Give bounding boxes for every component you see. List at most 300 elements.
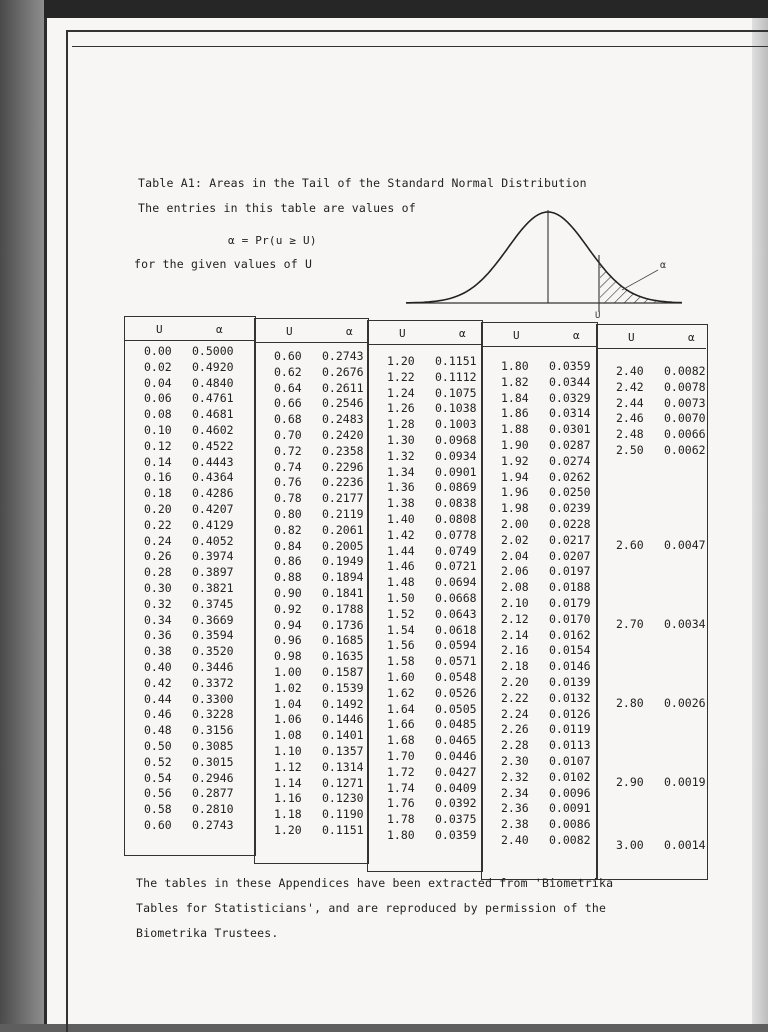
table-cell-alpha: 0.1038 xyxy=(435,401,477,416)
table-cell-alpha: 0.0239 xyxy=(549,501,591,516)
table-cell-alpha: 0.2296 xyxy=(322,459,364,474)
table-cell-alpha: 0.2743 xyxy=(322,349,364,363)
table-cell-alpha: 0.2611 xyxy=(322,380,364,395)
table-cell-alpha: 0.4681 xyxy=(192,407,234,422)
table-cell-u: 1.32 xyxy=(387,448,415,463)
table-cell-u: 0.18 xyxy=(144,486,172,501)
z-table xyxy=(124,316,706,872)
table-cell-u: 0.12 xyxy=(144,438,172,453)
table-cell-u: 1.70 xyxy=(387,749,415,763)
column-header-u: U xyxy=(156,323,163,336)
table-cell-alpha: 0.3372 xyxy=(192,675,234,690)
table-cell-alpha: 0.0096 xyxy=(549,785,591,800)
table-cell-alpha: 0.0968 xyxy=(435,433,477,447)
table-cell-u: 0.06 xyxy=(144,391,172,406)
table-cell-u: 0.74 xyxy=(274,459,302,474)
table-cell-alpha: 0.4920 xyxy=(192,359,234,374)
footnote-line-3: Biometrika Trustees. xyxy=(136,926,279,940)
table-cell-u: 1.98 xyxy=(501,501,529,516)
table-cell-u: 2.24 xyxy=(501,706,529,721)
bell-curve xyxy=(406,212,682,303)
table-cell-u: 0.68 xyxy=(274,412,302,427)
table-cell-u: 1.66 xyxy=(387,717,415,732)
table-cell-u: 0.78 xyxy=(274,491,302,506)
table-cell-u: 1.96 xyxy=(501,485,529,500)
table-cell-u: 0.22 xyxy=(144,517,172,532)
table-cell-alpha: 0.3594 xyxy=(192,628,234,643)
table-cell-alpha: 0.1401 xyxy=(322,728,364,743)
column-header-alpha: α xyxy=(216,323,223,336)
header-rule xyxy=(124,340,254,341)
table-cell-u: 2.18 xyxy=(501,659,529,674)
table-cell-alpha: 0.0694 xyxy=(435,575,477,590)
table-cell-u: 2.10 xyxy=(501,596,529,610)
table-cell-alpha: 0.0082 xyxy=(549,833,591,847)
table-cell-alpha: 0.0446 xyxy=(435,749,477,763)
table-cell-alpha: 0.0188 xyxy=(549,580,591,595)
u-label: U xyxy=(595,311,601,320)
table-cell-alpha: 0.0086 xyxy=(549,817,591,832)
table-cell-alpha: 0.0668 xyxy=(435,591,477,605)
table-cell-u: 0.64 xyxy=(274,380,302,395)
table-cell-u: 0.76 xyxy=(274,475,302,490)
table-cell-u: 0.82 xyxy=(274,522,302,537)
table-cell-u: 0.38 xyxy=(144,644,172,659)
table-cell-alpha: 0.1151 xyxy=(435,354,477,368)
table-cell-alpha: 0.2420 xyxy=(322,428,364,442)
table-cell-u: 1.34 xyxy=(387,464,415,479)
table-cell-u: 1.86 xyxy=(501,406,529,421)
table-cell-u: 1.56 xyxy=(387,638,415,653)
table-cell-u: 0.20 xyxy=(144,502,172,516)
table-cell-u: 1.06 xyxy=(274,712,302,727)
table-cell-u: 1.90 xyxy=(501,438,529,452)
table-cell-u: 1.80 xyxy=(387,828,415,842)
table-cell-alpha: 0.0250 xyxy=(549,485,591,500)
table-cell-u: 2.44 xyxy=(616,395,644,410)
table-cell-alpha: 0.0465 xyxy=(435,733,477,748)
table-cell-alpha: 0.0359 xyxy=(549,359,591,373)
table-cell-alpha: 0.0409 xyxy=(435,780,477,795)
table-cell-u: 0.60 xyxy=(144,818,172,832)
table-cell-u: 1.50 xyxy=(387,591,415,605)
table-cell-u: 1.26 xyxy=(387,401,415,416)
table-cell-alpha: 0.0034 xyxy=(664,616,706,631)
table-cell-u: 2.60 xyxy=(616,537,644,552)
table-cell-alpha: 0.3669 xyxy=(192,612,234,627)
table-cell-u: 1.64 xyxy=(387,701,415,716)
table-cell-alpha: 0.1446 xyxy=(322,712,364,727)
table-cell-alpha: 0.2946 xyxy=(192,770,234,785)
column-header-u: U xyxy=(628,331,635,344)
table-cell-u: 1.82 xyxy=(501,374,529,389)
table-cell-alpha: 0.2358 xyxy=(322,443,364,458)
table-cell-u: 0.70 xyxy=(274,428,302,442)
table-cell-u: 1.80 xyxy=(501,359,529,373)
table-cell-u: 1.02 xyxy=(274,680,302,695)
alpha-leader xyxy=(622,270,658,290)
table-cell-alpha: 0.1003 xyxy=(435,417,477,432)
table-cell-alpha: 0.0126 xyxy=(549,706,591,721)
table-cell-alpha: 0.0594 xyxy=(435,638,477,653)
table-cell-u: 0.14 xyxy=(144,454,172,469)
table-cell-alpha: 0.0132 xyxy=(549,690,591,705)
column-header-alpha: α xyxy=(459,327,466,340)
alpha-label: α xyxy=(660,260,667,271)
table-cell-u: 2.02 xyxy=(501,532,529,547)
table-cell-u: 0.94 xyxy=(274,617,302,632)
table-cell-u: 0.16 xyxy=(144,470,172,485)
table-cell-u: 1.54 xyxy=(387,622,415,637)
table-cell-u: 0.48 xyxy=(144,723,172,738)
page-top-rule xyxy=(72,46,768,47)
table-cell-alpha: 0.1788 xyxy=(322,601,364,616)
table-cell-u: 0.72 xyxy=(274,443,302,458)
table-cell-alpha: 0.3446 xyxy=(192,660,234,674)
table-cell-u: 1.36 xyxy=(387,480,415,495)
table-cell-alpha: 0.0113 xyxy=(549,738,591,753)
table-cell-alpha: 0.0375 xyxy=(435,812,477,827)
table-cell-alpha: 0.2810 xyxy=(192,802,234,817)
table-cell-alpha: 0.2546 xyxy=(322,396,364,411)
table-cell-u: 0.28 xyxy=(144,565,172,580)
table-cell-u: 1.84 xyxy=(501,390,529,405)
table-cell-u: 0.58 xyxy=(144,802,172,817)
table-cell-u: 2.32 xyxy=(501,769,529,784)
table-cell-alpha: 0.1539 xyxy=(322,680,364,695)
table-cell-u: 0.34 xyxy=(144,612,172,627)
table-cell-u: 2.06 xyxy=(501,564,529,579)
table-cell-alpha: 0.0026 xyxy=(664,695,706,710)
table-cell-u: 0.46 xyxy=(144,707,172,722)
table-cell-alpha: 0.4052 xyxy=(192,533,234,548)
table-cell-u: 1.18 xyxy=(274,807,302,822)
table-cell-u: 2.28 xyxy=(501,738,529,753)
table-cell-alpha: 0.0901 xyxy=(435,464,477,479)
table-cell-alpha: 0.3156 xyxy=(192,723,234,738)
table-cell-u: 0.86 xyxy=(274,554,302,569)
table-cell-alpha: 0.0301 xyxy=(549,422,591,437)
table-cell-u: 0.96 xyxy=(274,633,302,648)
table-cell-u: 0.44 xyxy=(144,691,172,706)
column-header-alpha: α xyxy=(346,325,353,338)
table-cell-u: 2.00 xyxy=(501,517,529,531)
table-cell-alpha: 0.3085 xyxy=(192,739,234,753)
table-cell-alpha: 0.0329 xyxy=(549,390,591,405)
table-cell-u: 1.52 xyxy=(387,606,415,621)
column-header-alpha: α xyxy=(573,329,580,342)
table-cell-alpha: 0.1357 xyxy=(322,744,364,758)
table-cell-u: 1.58 xyxy=(387,654,415,669)
table-cell-alpha: 0.0869 xyxy=(435,480,477,495)
table-cell-alpha: 0.0721 xyxy=(435,559,477,574)
table-cell-alpha: 0.0019 xyxy=(664,774,706,789)
table-cell-alpha: 0.0485 xyxy=(435,717,477,732)
table-cell-alpha: 0.1271 xyxy=(322,775,364,790)
table-cell-alpha: 0.0162 xyxy=(549,627,591,642)
table-cell-u: 0.54 xyxy=(144,770,172,785)
table-cell-alpha: 0.0228 xyxy=(549,517,591,531)
table-cell-alpha: 0.1635 xyxy=(322,649,364,664)
table-cell-alpha: 0.0344 xyxy=(549,374,591,389)
table-cell-u: 0.88 xyxy=(274,570,302,585)
table-cell-u: 0.92 xyxy=(274,601,302,616)
table-cell-u: 0.10 xyxy=(144,423,172,437)
table-cell-u: 1.24 xyxy=(387,385,415,400)
table-cell-alpha: 0.4129 xyxy=(192,517,234,532)
table-cell-alpha: 0.2877 xyxy=(192,786,234,801)
table-cell-u: 0.66 xyxy=(274,396,302,411)
table-cell-alpha: 0.3821 xyxy=(192,581,234,595)
table-cell-u: 2.20 xyxy=(501,675,529,689)
table-cell-alpha: 0.0838 xyxy=(435,496,477,511)
table-cell-alpha: 0.2483 xyxy=(322,412,364,427)
table-cell-u: 2.12 xyxy=(501,611,529,626)
table-cell-alpha: 0.0749 xyxy=(435,543,477,558)
table-cell-alpha: 0.1685 xyxy=(322,633,364,648)
table-cell-u: 1.42 xyxy=(387,527,415,542)
table-cell-u: 2.48 xyxy=(616,427,644,442)
given-values-line: for the given values of U xyxy=(134,257,313,271)
table-cell-u: 0.56 xyxy=(144,786,172,801)
table-cell-u: 2.50 xyxy=(616,443,644,457)
table-cell-u: 1.20 xyxy=(387,354,415,368)
table-cell-alpha: 0.0082 xyxy=(664,364,706,378)
table-cell-alpha: 0.4522 xyxy=(192,438,234,453)
table-cell-alpha: 0.1190 xyxy=(322,807,364,822)
table-cell-alpha: 0.1894 xyxy=(322,570,364,585)
table-cell-u: 1.60 xyxy=(387,670,415,684)
table-cell-alpha: 0.4286 xyxy=(192,486,234,501)
table-cell-alpha: 0.0102 xyxy=(549,769,591,784)
table-cell-alpha: 0.4364 xyxy=(192,470,234,485)
table-cell-alpha: 0.2676 xyxy=(322,364,364,379)
header-rule xyxy=(367,344,481,345)
table-cell-alpha: 0.0287 xyxy=(549,438,591,452)
table-cell-u: 0.36 xyxy=(144,628,172,643)
header-rule xyxy=(596,348,706,349)
table-cell-u: 3.00 xyxy=(616,838,644,852)
table-cell-alpha: 0.1230 xyxy=(322,791,364,806)
table-cell-u: 2.38 xyxy=(501,817,529,832)
table-cell-alpha: 0.0427 xyxy=(435,764,477,779)
table-cell-alpha: 0.0262 xyxy=(549,469,591,484)
table-cell-alpha: 0.0062 xyxy=(664,443,706,457)
table-cell-alpha: 0.1075 xyxy=(435,385,477,400)
table-cell-u: 2.08 xyxy=(501,580,529,595)
table-cell-u: 1.28 xyxy=(387,417,415,432)
table-cell-u: 0.40 xyxy=(144,660,172,674)
table-cell-u: 1.00 xyxy=(274,665,302,679)
table-cell-u: 1.04 xyxy=(274,696,302,711)
table-cell-u: 1.10 xyxy=(274,744,302,758)
table-cell-alpha: 0.0014 xyxy=(664,838,706,852)
table-cell-alpha: 0.0618 xyxy=(435,622,477,637)
table-cell-u: 0.02 xyxy=(144,359,172,374)
table-cell-u: 0.08 xyxy=(144,407,172,422)
tail-formula: α = Pr(u ≥ U) xyxy=(228,234,317,247)
table-cell-alpha: 0.1949 xyxy=(322,554,364,569)
table-cell-u: 1.44 xyxy=(387,543,415,558)
table-title: Table A1: Areas in the Tail of the Standard Normal Distribution xyxy=(138,176,587,190)
table-cell-alpha: 0.0548 xyxy=(435,670,477,684)
table-cell-u: 2.46 xyxy=(616,411,644,426)
table-cell-alpha: 0.1151 xyxy=(322,823,364,837)
table-cell-u: 0.04 xyxy=(144,375,172,390)
table-cell-u: 2.34 xyxy=(501,785,529,800)
table-cell-u: 1.38 xyxy=(387,496,415,511)
table-cell-alpha: 0.0197 xyxy=(549,564,591,579)
footnote-line-2: Tables for Statisticians', and are reproduced by permission of the xyxy=(136,901,607,915)
table-cell-alpha: 0.2177 xyxy=(322,491,364,506)
table-cell-u: 2.22 xyxy=(501,690,529,705)
table-cell-alpha: 0.0066 xyxy=(664,427,706,442)
table-cell-alpha: 0.4840 xyxy=(192,375,234,390)
column-header-u: U xyxy=(399,327,406,340)
book-gutter-shadow xyxy=(0,0,44,1024)
table-cell-alpha: 0.2005 xyxy=(322,538,364,553)
table-cell-u: 1.92 xyxy=(501,453,529,468)
table-cell-alpha: 0.1841 xyxy=(322,586,364,600)
column-header-alpha: α xyxy=(688,331,695,344)
table-cell-u: 1.78 xyxy=(387,812,415,827)
table-cell-u: 0.90 xyxy=(274,586,302,600)
table-cell-alpha: 0.2743 xyxy=(192,818,234,832)
table-cell-u: 2.36 xyxy=(501,801,529,816)
table-cell-u: 0.50 xyxy=(144,739,172,753)
table-cell-u: 1.08 xyxy=(274,728,302,743)
table-cell-alpha: 0.0643 xyxy=(435,606,477,621)
table-cell-alpha: 0.0314 xyxy=(549,406,591,421)
table-cell-u: 2.16 xyxy=(501,643,529,658)
table-cell-u: 1.20 xyxy=(274,823,302,837)
table-cell-alpha: 0.0505 xyxy=(435,701,477,716)
table-cell-alpha: 0.0274 xyxy=(549,453,591,468)
table-cell-u: 2.40 xyxy=(616,364,644,378)
table-cell-u: 1.46 xyxy=(387,559,415,574)
table-cell-u: 2.90 xyxy=(616,774,644,789)
table-cell-u: 0.60 xyxy=(274,349,302,363)
table-cell-alpha: 0.3015 xyxy=(192,754,234,769)
table-cell-u: 1.14 xyxy=(274,775,302,790)
table-cell-u: 2.26 xyxy=(501,722,529,737)
table-cell-u: 2.42 xyxy=(616,379,644,394)
table-cell-alpha: 0.0179 xyxy=(549,596,591,610)
table-cell-u: 1.94 xyxy=(501,469,529,484)
table-cell-alpha: 0.0571 xyxy=(435,654,477,669)
table-cell-u: 0.42 xyxy=(144,675,172,690)
table-cell-u: 1.74 xyxy=(387,780,415,795)
table-cell-alpha: 0.0392 xyxy=(435,796,477,811)
table-cell-alpha: 0.5000 xyxy=(192,344,234,358)
table-cell-u: 1.76 xyxy=(387,796,415,811)
header-rule xyxy=(481,346,596,347)
table-cell-alpha: 0.1314 xyxy=(322,759,364,774)
table-cell-alpha: 0.4443 xyxy=(192,454,234,469)
table-cell-alpha: 0.1736 xyxy=(322,617,364,632)
table-cell-u: 0.52 xyxy=(144,754,172,769)
table-cell-u: 0.98 xyxy=(274,649,302,664)
column-header-u: U xyxy=(286,325,293,338)
table-cell-alpha: 0.0217 xyxy=(549,532,591,547)
table-cell-alpha: 0.3300 xyxy=(192,691,234,706)
table-cell-u: 1.22 xyxy=(387,369,415,384)
table-cell-alpha: 0.0170 xyxy=(549,611,591,626)
table-cell-u: 0.80 xyxy=(274,507,302,521)
table-cell-alpha: 0.2061 xyxy=(322,522,364,537)
normal-curve-diagram xyxy=(400,200,700,320)
table-cell-alpha: 0.3745 xyxy=(192,596,234,611)
table-cell-u: 1.72 xyxy=(387,764,415,779)
table-cell-alpha: 0.2119 xyxy=(322,507,364,521)
table-cell-alpha: 0.4602 xyxy=(192,423,234,437)
table-cell-u: 2.80 xyxy=(616,695,644,710)
table-cell-alpha: 0.0091 xyxy=(549,801,591,816)
table-cell-alpha: 0.0139 xyxy=(549,675,591,689)
table-cell-u: 0.32 xyxy=(144,596,172,611)
table-cell-alpha: 0.0808 xyxy=(435,512,477,526)
table-cell-u: 2.14 xyxy=(501,627,529,642)
table-cell-alpha: 0.0778 xyxy=(435,527,477,542)
table-subtitle: The entries in this table are values of xyxy=(138,201,416,215)
table-cell-u: 2.30 xyxy=(501,754,529,768)
table-cell-alpha: 0.0154 xyxy=(549,643,591,658)
table-cell-u: 1.62 xyxy=(387,685,415,700)
table-cell-alpha: 0.2236 xyxy=(322,475,364,490)
table-cell-u: 0.62 xyxy=(274,364,302,379)
column-header-u: U xyxy=(513,329,520,342)
table-cell-alpha: 0.0078 xyxy=(664,379,706,394)
table-cell-u: 0.24 xyxy=(144,533,172,548)
table-cell-u: 0.30 xyxy=(144,581,172,595)
table-cell-u: 1.16 xyxy=(274,791,302,806)
table-cell-alpha: 0.3228 xyxy=(192,707,234,722)
table-cell-alpha: 0.0047 xyxy=(664,537,706,552)
table-cell-alpha: 0.0146 xyxy=(549,659,591,674)
table-cell-alpha: 0.0070 xyxy=(664,411,706,426)
table-cell-alpha: 0.0934 xyxy=(435,448,477,463)
table-cell-u: 1.40 xyxy=(387,512,415,526)
table-cell-alpha: 0.0119 xyxy=(549,722,591,737)
table-cell-alpha: 0.1587 xyxy=(322,665,364,679)
table-cell-alpha: 0.0359 xyxy=(435,828,477,842)
table-cell-alpha: 0.4761 xyxy=(192,391,234,406)
table-cell-u: 1.88 xyxy=(501,422,529,437)
table-cell-u: 0.26 xyxy=(144,549,172,564)
table-cell-alpha: 0.0073 xyxy=(664,395,706,410)
table-cell-u: 2.70 xyxy=(616,616,644,631)
table-cell-u: 1.12 xyxy=(274,759,302,774)
table-cell-alpha: 0.1492 xyxy=(322,696,364,711)
table-cell-u: 0.84 xyxy=(274,538,302,553)
table-cell-u: 2.04 xyxy=(501,548,529,563)
table-cell-alpha: 0.3520 xyxy=(192,644,234,659)
table-cell-alpha: 0.1112 xyxy=(435,369,477,384)
table-cell-alpha: 0.4207 xyxy=(192,502,234,516)
table-cell-alpha: 0.0207 xyxy=(549,548,591,563)
table-cell-u: 1.30 xyxy=(387,433,415,447)
table-cell-u: 2.40 xyxy=(501,833,529,847)
footnote-line-1: The tables in these Appendices have been extracted from 'Biometrika xyxy=(136,876,614,890)
table-cell-alpha: 0.0107 xyxy=(549,754,591,768)
table-cell-u: 1.48 xyxy=(387,575,415,590)
table-cell-alpha: 0.0526 xyxy=(435,685,477,700)
header-rule xyxy=(254,342,367,343)
table-cell-alpha: 0.3897 xyxy=(192,565,234,580)
table-cell-u: 1.68 xyxy=(387,733,415,748)
table-cell-alpha: 0.3974 xyxy=(192,549,234,564)
table-cell-u: 0.00 xyxy=(144,344,172,358)
